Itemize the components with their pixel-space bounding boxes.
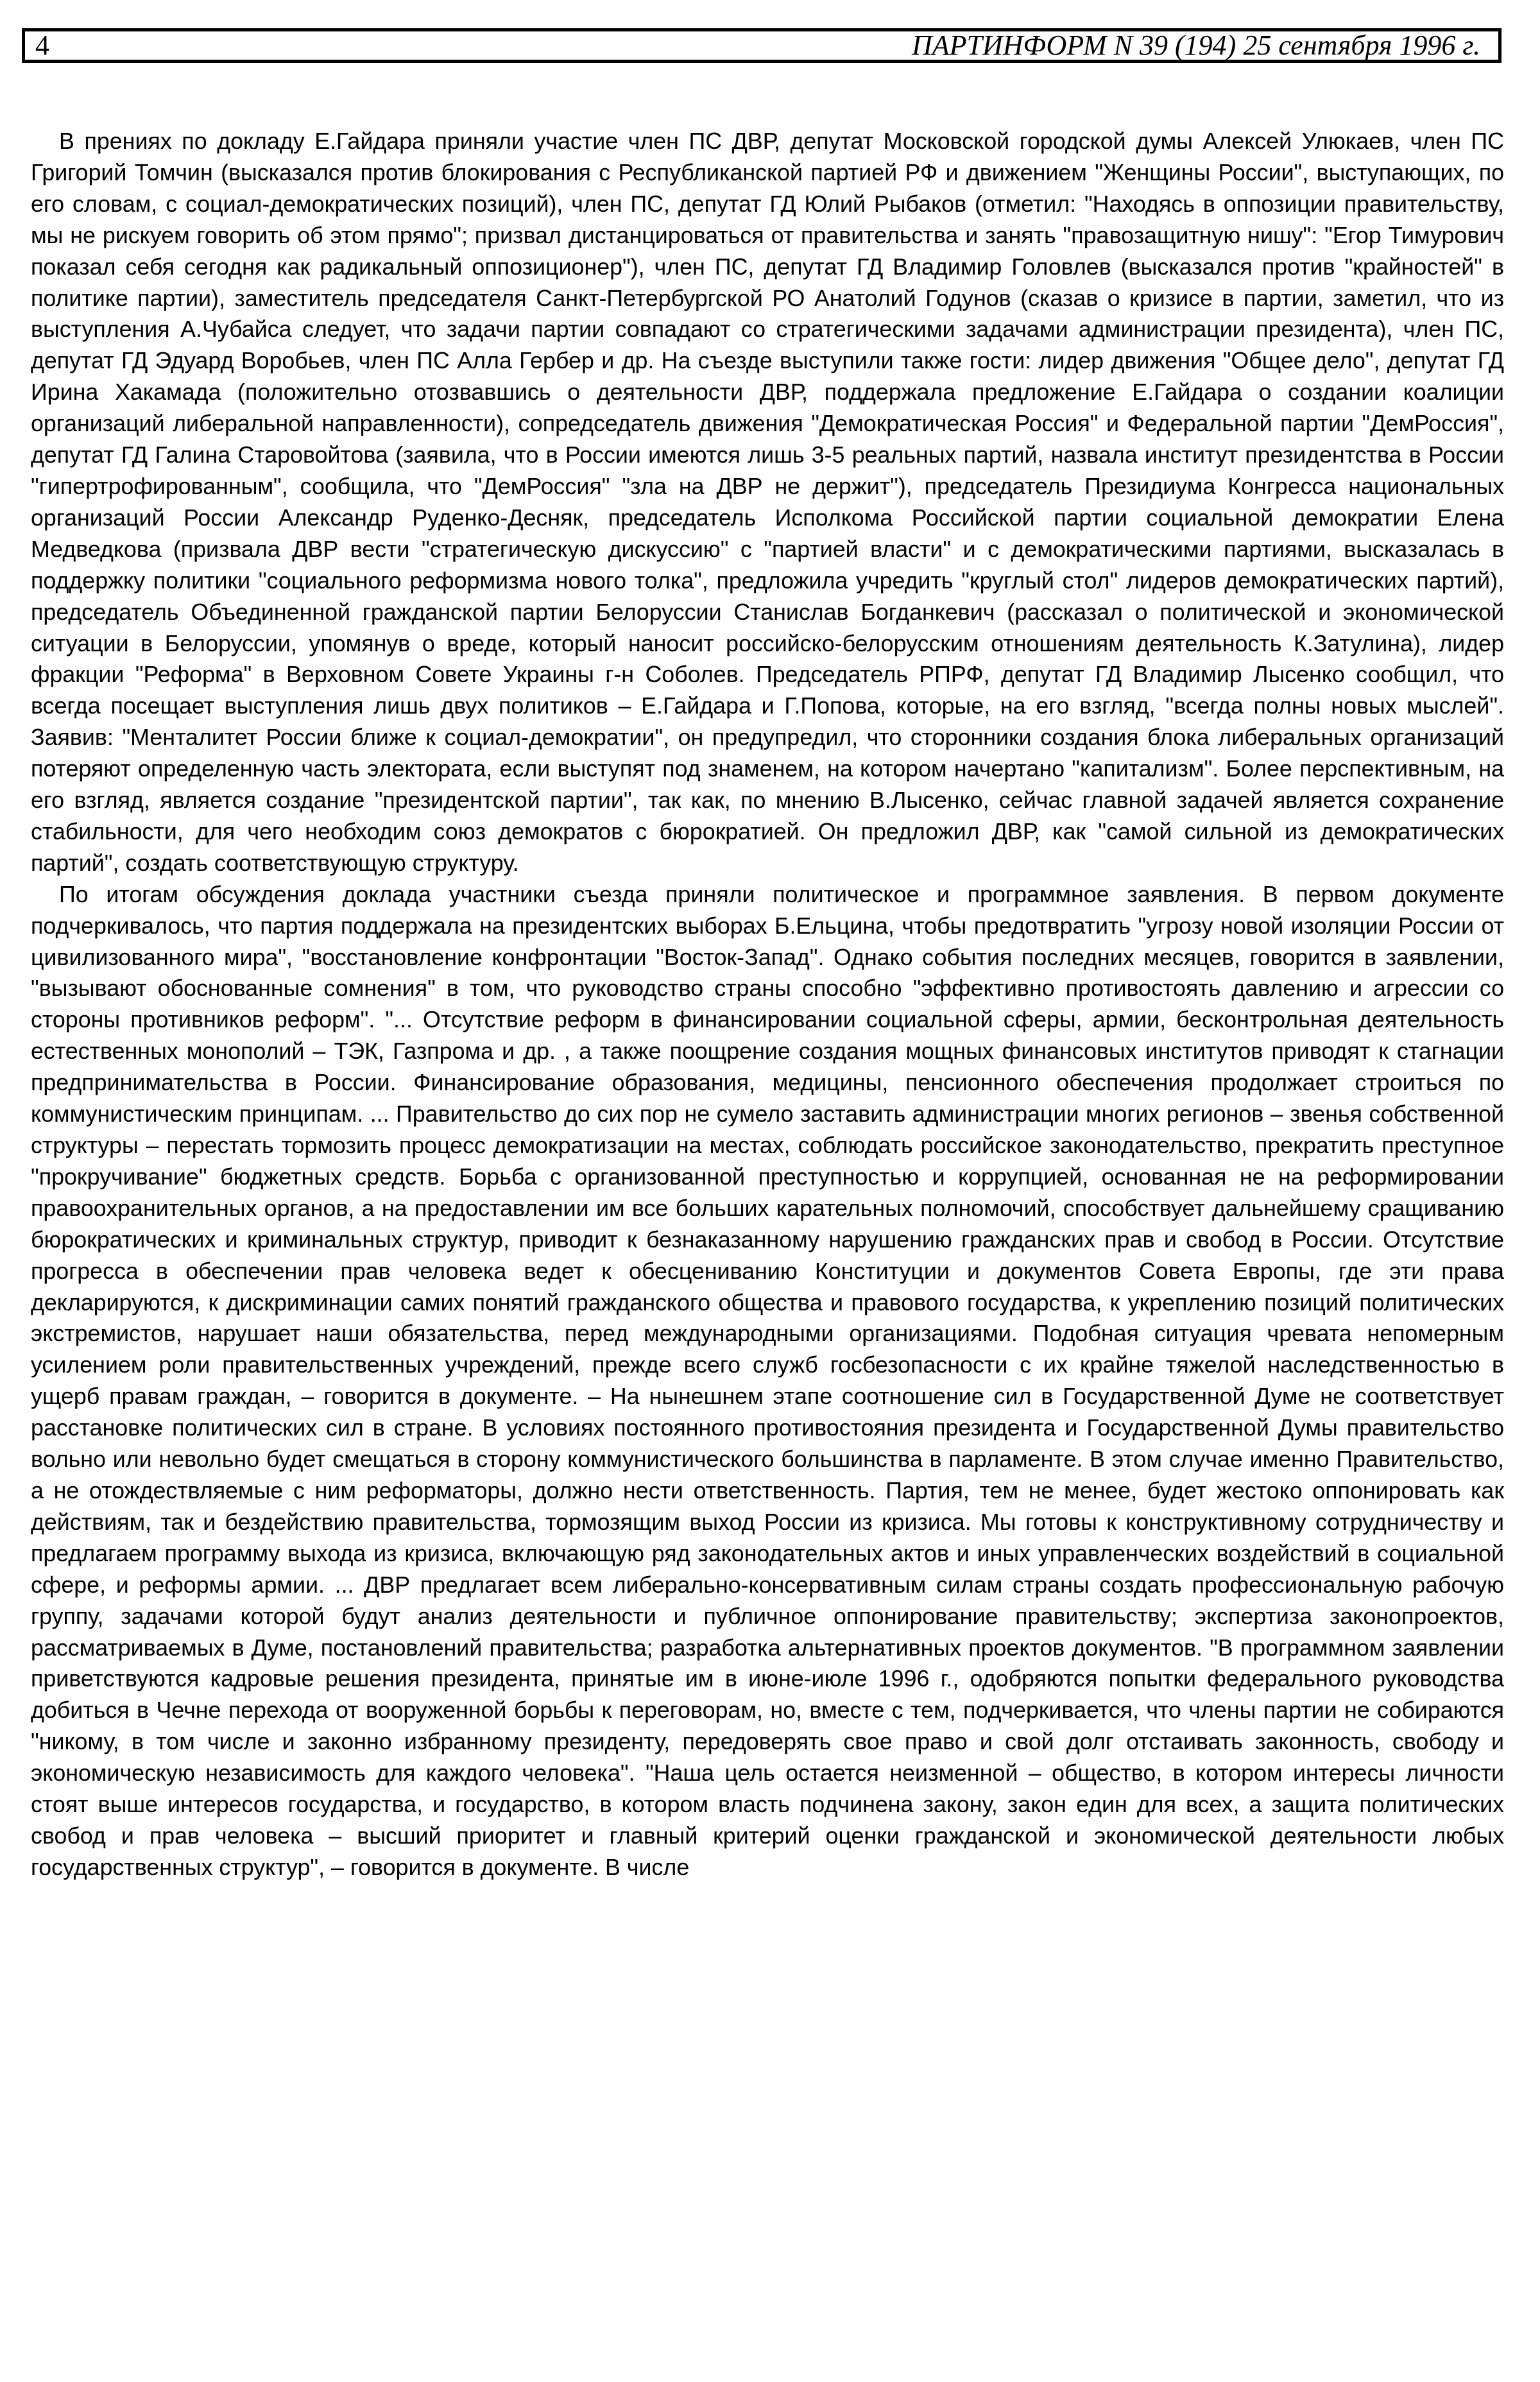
article-body <box>31 126 1504 1883</box>
paragraph: По итогам обсуждения доклада участники съезда приняли политическое и программное заявления. В первом документе подчеркивалось, что партия поддержала на президентских выборах Б.Ельцина, чтобы предотвратить "угрозу новой изоляции России от цивилизованного мира", "восстановление конфронтации "Восток-Запад". Однако события последних месяцев, говорится в заявлении, "вызывают обоснованные сомнения" в том, что руководство страны способно "эффективно противостоять давлению и агрессии со стороны противников реформ". "... Отсутствие реформ в финансировании социальной сферы, армии, бесконтрольная деятельность естественных монополий – ТЭК, Газпрома и др. , а также поощрение создания мощных финансовых институтов приводят к стагнации предпринимательства в России. Финансирование образования, медицины, пенсионного обеспечения продолжает строиться по коммунистическим принципам. ... Правительство до сих пор не сумело заставить администрации многих регионов – звенья собственной структуры – перестать тормозить процесс демократизации на местах, соблюдать российское законодательство, прекратить преступное "прокручивание" бюджетных средств. Борьба с организованной преступностью и коррупцией, основанная не на реформировании правоохранительных органов, а на предоставлении им все больших карательных полномочий, способствует дальнейшему сращиванию бюрократических и криминальных структур, приводит к безнаказанному нарушению гражданских прав и свобод в России. Отсутствие прогресса в обеспечении прав человека ведет к обесцениванию Конституции и документов Совета Европы, где эти права декларируются, к дискриминации самих понятий гражданского общества и правового государства, к укреплению позиций политических экстремистов, нарушает наши обязательства, перед международными организациями. Подобная ситуация чревата непомерным усилением роли правительственных учреждений, прежде всего служб госбезопасности с их крайне тяжелой наследственностью в ущерб правам граждан, – говорится в документе. – На нынешнем этапе соотношение сил в Государственной Думе не соответствует расстановке политических сил в стране. В условиях постоянного противостояния президента и Государственной Думы правительство вольно или невольно будет смещаться в сторону коммунистического большинства в парламенте. В этом случае именно Правительство, а не отождествляемые с ним реформаторы, должно нести ответственность. Партия, тем не менее, будет жестоко оппонировать как действиям, так и бездействию правительства, тормозящим выход России из кризиса. Мы готовы к конструктивному сотрудничеству и предлагаем программу выхода из кризиса, включающую ряд законодательных актов и иных управленческих воздействий в социальной сфере, и реформы армии. ... ДВР предлагает всем либерально-консервативным силам страны создать профессиональную рабочую группу, задачами которой будут анализ деятельности и публичное оппонирование правительству; экспертиза законопроектов, рассматриваемых в Думе, постановлений правительства; разработка альтернативных проектов документов. "В программном заявлении приветствуются кадровые решения президента, принятые им в июне-июле 1996 г., одобряются попытки федерального руководства добиться в Чечне перехода от вооруженной борьбы к переговорам, но, вместе с тем, подчеркивается, что члены партии не собираются "никому, в том числе и законно избранному президенту, передоверять свое право и свой долг отстаивать законность, свободу и экономическую независимость для каждого человека". "Наша цель остается неизменной – общество, в котором интересы личности стоят выше интересов государства, и государство, в котором власть подчинена закону, закон един для всех, а защита политических свобод и прав человека – высший приоритет и главный критерий оценки гражданской и экономической деятельности любых государственных структур", – говорится в документе. В числе <box>31 881 1504 1880</box>
running-head: ПАРТИНФОРМ N 39 (194) 25 сентября 1996 г. <box>912 30 1480 61</box>
page-header <box>22 28 1502 63</box>
paragraph: В прениях по докладу Е.Гайдара приняли участие член ПС ДВР, депутат Московской городской думы Алексей Улюкаев, член ПС Григорий Томчин (высказался против блокирования с Республиканской партией РФ и движением "Женщины России", выступающих, по его словам, с социал-демократических позиций), член ПС, депутат ГД Юлий Рыбаков (отметил: "Находясь в оппозиции правительству, мы не рискуем говорить об этом прямо"; призвал дистанцироваться от правительства и занять "правозащитную нишу": "Егор Тимурович показал себя сегодня как радикальный оппозиционер"), член ПС, депутат ГД Владимир Головлев (высказался против "крайностей" в политике партии), заместитель председателя Санкт-Петербургской РО Анатолий Годунов (сказав о кризисе в партии, заметил, что из выступления А.Чубайса следует, что задачи партии совпадают со стратегическими задачами администрации президента), член ПС, депутат ГД Эдуард Воробьев, член ПС Алла Гербер и др. На съезде выступили также гости: лидер движения "Общее дело", депутат ГД Ирина Хакамада (положительно отозвавшись о деятельности ДВР, поддержала предложение Е.Гайдара о создании коалиции организаций либеральной направленности), сопредседатель движения "Демократическая Россия" и Федеральной партии "ДемРоссия", депутат ГД Галина Старовойтова (заявила, что в России имеются лишь 3-5 реальных партий, назвала институт президентства в России "гипертрофированным", сообщила, что "ДемРоссия" "зла на ДВР не держит"), председатель Президиума Конгресса национальных организаций России Александр Руденко-Десняк, председатель Исполкома Российской партии социальной демократии Елена Медведкова (призвала ДВР вести "стратегическую дискуссию" с "партией власти" и с демократическими партиями, высказалась в поддержку политики "социального реформизма нового толка", предложила учредить "круглый стол" лидеров демократических партий), председатель Объединенной гражданской партии Белоруссии Станислав Богданкевич (рассказал о политической и экономической ситуации в Белоруссии, упомянув о вреде, который наносит российско-белорусским отношениям деятельность К.Затулина), лидер фракции "Реформа" в Верховном Совете Украины г-н Соболев. Председатель РПРФ, депутат ГД Владимир Лысенко сообщил, что всегда посещает выступления лишь двух политиков – Е.Гайдара и Г.Попова, которые, на его взгляд, "всегда полны новых мыслей". Заявив: "Менталитет России ближе к социал-демократии", он предупредил, что сторонники создания блока либеральных организаций потеряют определенную часть электората, если выступят под знаменем, на котором начертано "капитализм". Более перспективным, на его взгляд, является создание "президентской партии", так как, по мнению В.Лысенко, сейчас главной задачей является сохранение стабильности, для чего необходим союз демократов с бюрократией. Он предложил ДВР, как "самой сильной из демократических партий", создать соответствующую структуру. <box>31 128 1504 876</box>
page-number: 4 <box>35 30 49 61</box>
